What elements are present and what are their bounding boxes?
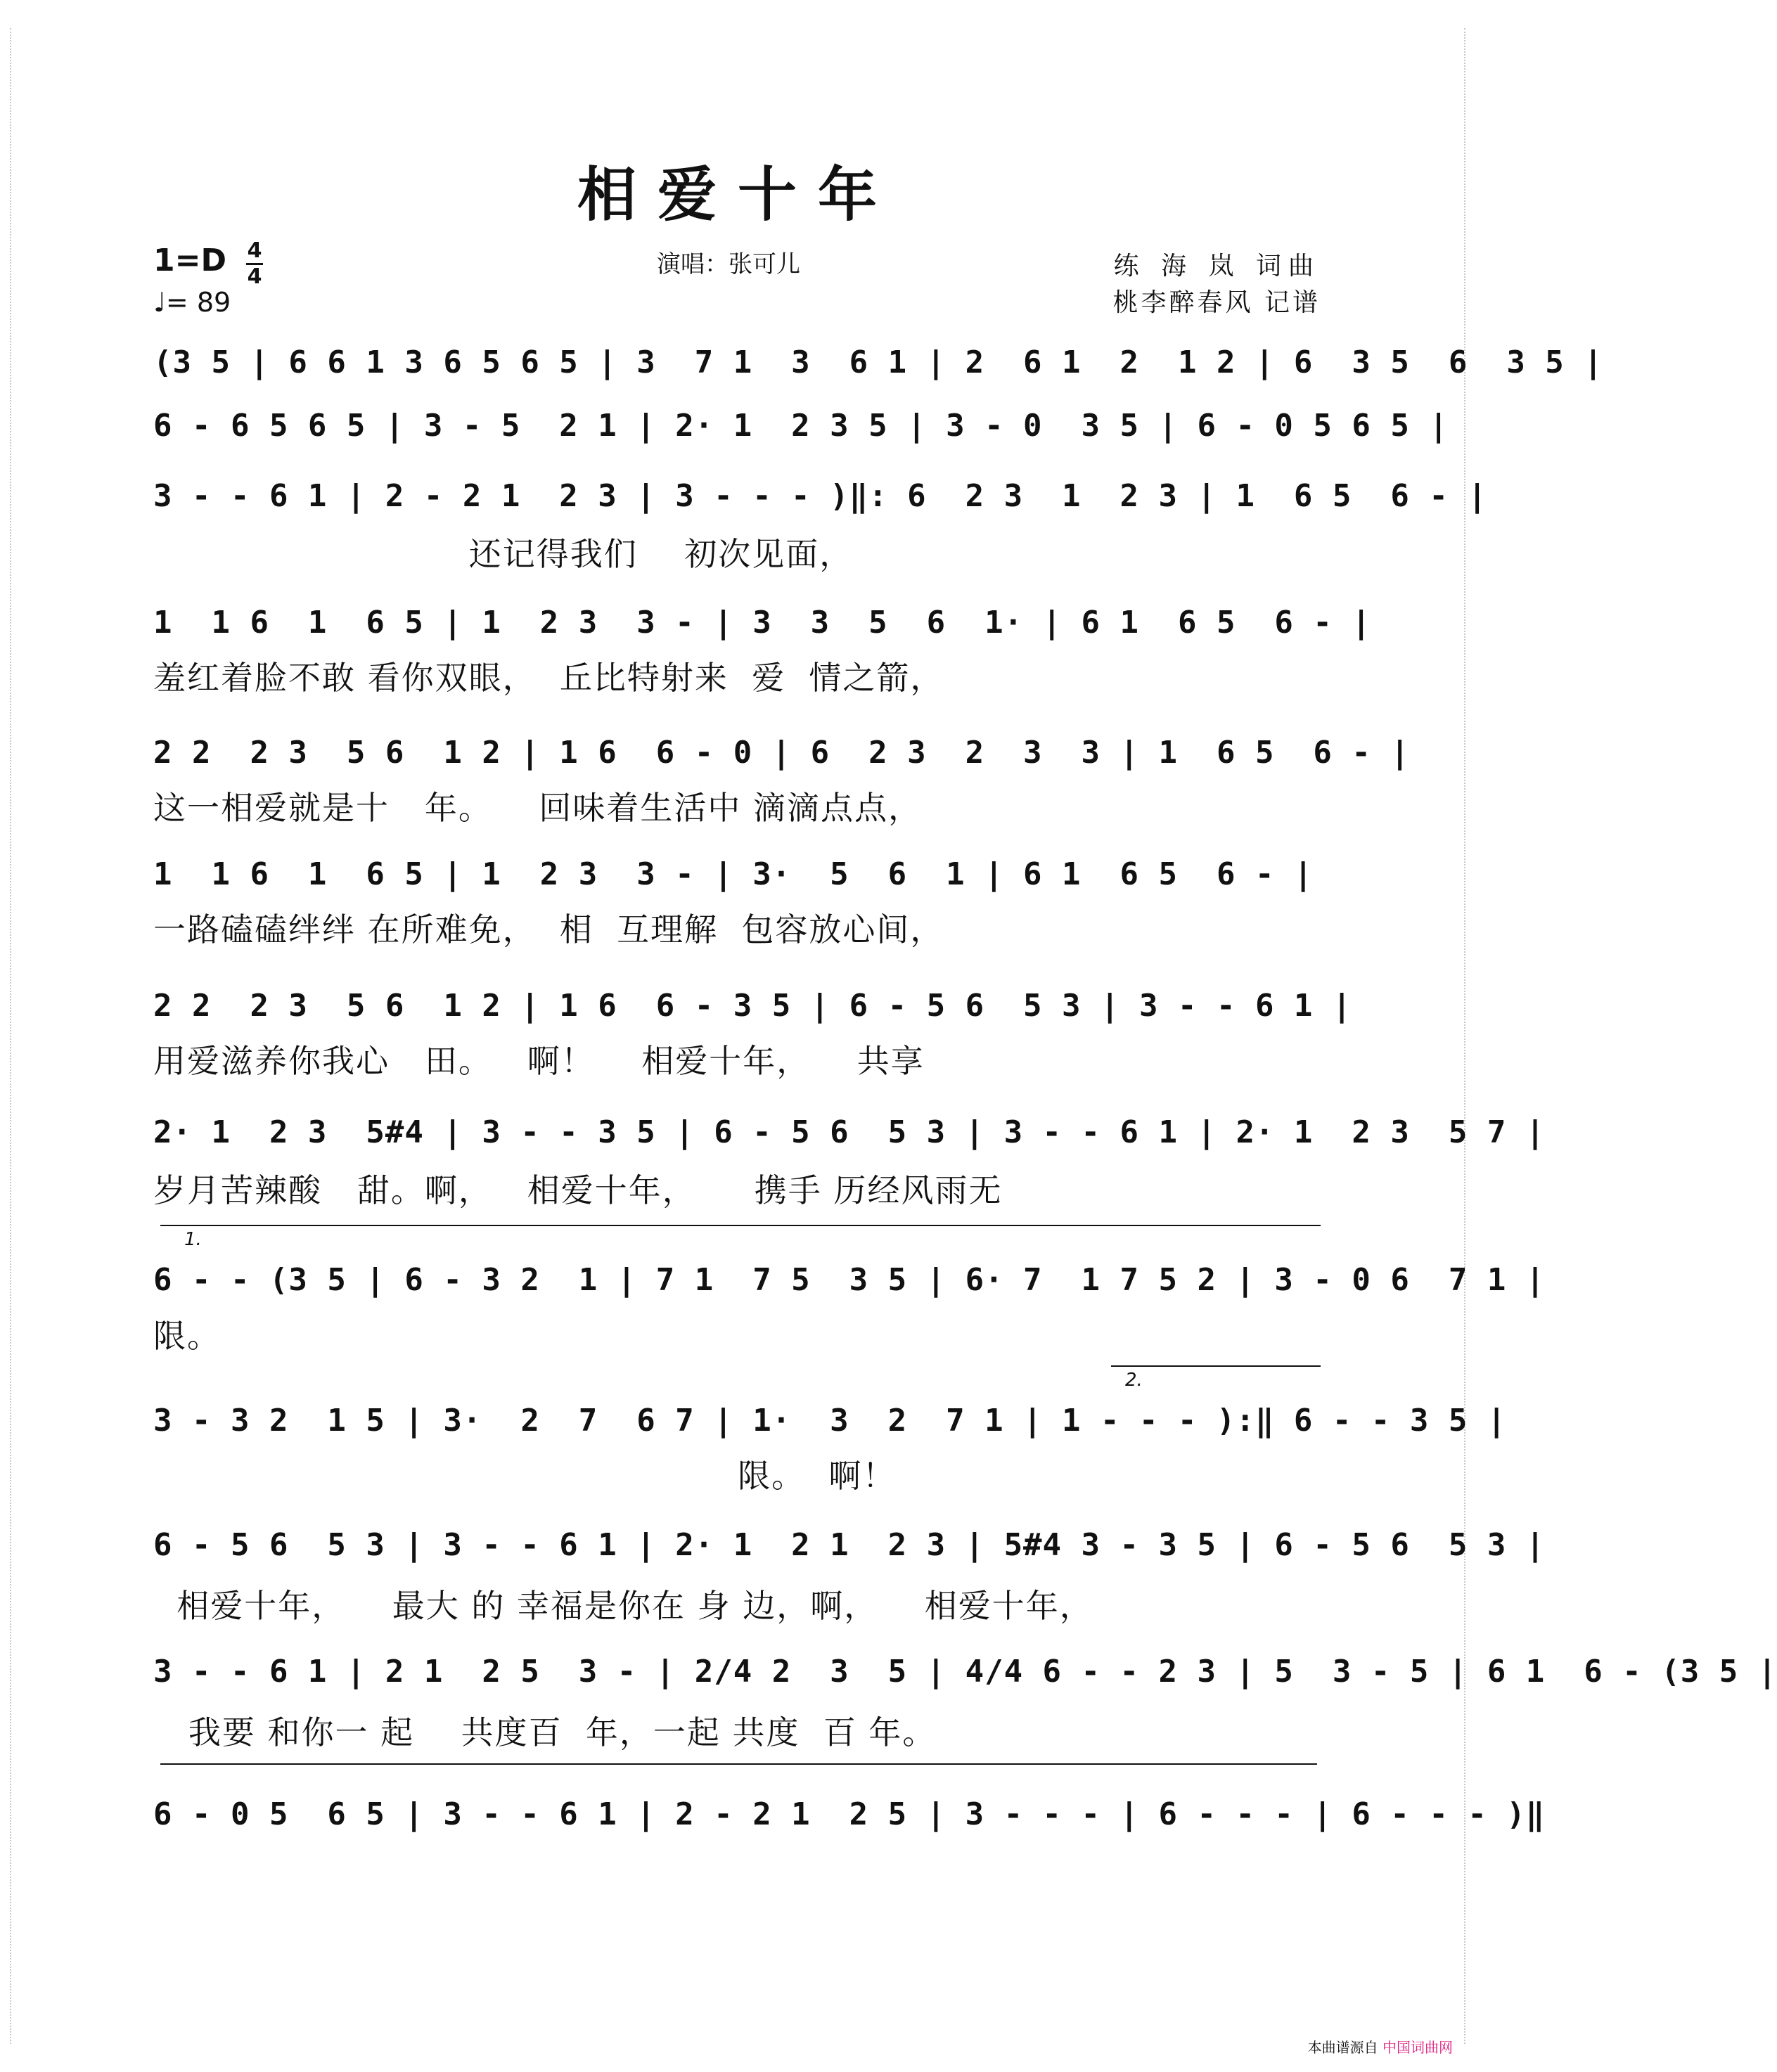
staff-line-9-lyric: 限。 [153, 1317, 221, 1355]
lyricist-credit: 练 海 岚 词曲 [1113, 252, 1321, 281]
time-signature [246, 239, 263, 289]
staff-line-10-lyric: 限。 啊！ [153, 1457, 897, 1495]
staff-line-7-music: 2 2 2 3 5 6 1 2 | 1 6 6 - 3 5 | 6 - 5 6 5 3 | 3 - - 6 1 | [153, 988, 1352, 1024]
staff-line-13-music: 6 - 0 5 6 5 | 3 - - 6 1 | 2 - 2 1 2 5 | 3 - - - | 6 - - - | 6 - - - )‖ [153, 1796, 1546, 1832]
time-signature-bottom: 4 [247, 264, 262, 289]
staff-line-7-lyric: 用爱滋养你我心 田。 啊！ 相爱十年， 共享 [153, 1042, 925, 1080]
staff-line-1-music: (3 5 | 6 6 1 3 6 5 6 5 | 3 7 1 3 6 1 | 2 6 1 2 1 2 | 6 3 5 6 3 5 | [153, 345, 1603, 380]
right-margin-border [1460, 0, 1470, 2072]
time-signature-top: 4 [247, 238, 262, 263]
staff-line-6-music: 1 1 6 1 6 5 | 1 2 3 3 - | 3· 5 6 1 | 6 1 6 5 6 - | [153, 856, 1314, 892]
staff-line-8-lyric: 岁月苦辣酸 甜。啊， 相爱十年， 携手 历经风雨无 [153, 1171, 1003, 1209]
arranger-credit: 桃李醉春风 记谱 [1112, 288, 1321, 317]
staff-line-3-lyric: 还记得我们 初次见面， [153, 535, 854, 573]
staff-line-10-music: 3 - 3 2 1 5 | 3· 2 7 6 7 | 1· 3 2 7 1 | 1 - - - ):‖ 6 - - 3 5 | [153, 1403, 1507, 1439]
staff-line-2-music: 6 - 6 5 6 5 | 3 - 5 2 1 | 2· 1 2 3 5 | 3 - 0 3 5 | 6 - 0 5 6 5 | [153, 408, 1449, 444]
staff-line-4-lyric: 羞红着脸不敢 看你双眼， 丘比特射来 爱 情之箭， [153, 659, 944, 697]
staff-line-5-lyric: 这一相爱就是十 年。 回味着生活中 滴滴点点， [153, 789, 922, 827]
staff-line-4-music: 1 1 6 1 6 5 | 1 2 3 3 - | 3 3 5 6 1· | 6 1 6 5 6 - | [153, 605, 1371, 641]
second-ending-bracket [1111, 1365, 1321, 1367]
staff-line-11-music: 6 - 5 6 5 3 | 3 - - 6 1 | 2· 1 2 1 2 3 | 5#4 3 - 3 5 | 6 - 5 6 5 3 | [153, 1527, 1546, 1563]
staff-line-12-lyric: 我要 和你一 起 共度百 年，一起 共度 百 年。 [153, 1713, 937, 1751]
key-signature: 1=D [153, 243, 227, 278]
footer-site-link[interactable]: 中国词曲网 [1383, 2039, 1453, 2056]
staff-line-6-lyric: 一路磕磕绊绊 在所难免， 相 互理解 包容放心间， [153, 910, 944, 948]
staff-line-8-music: 2· 1 2 3 5#4 | 3 - - 3 5 | 6 - 5 6 5 3 | 3 - - 6 1 | 2· 1 2 3 5 7 | [153, 1114, 1546, 1150]
staff-line-9-music: 6 - - (3 5 | 6 - 3 2 1 | 7 1 7 5 3 5 | 6· 7 1 7 5 2 | 3 - 0 6 7 1 | [153, 1262, 1546, 1298]
first-ending-label: 1. [184, 1229, 202, 1250]
coda-bracket [160, 1763, 1317, 1765]
staff-line-5-music: 2 2 2 3 5 6 1 2 | 1 6 6 - 0 | 6 2 3 2 3 3 | 1 6 5 6 - | [153, 735, 1410, 771]
staff-line-12-music: 3 - - 6 1 | 2 1 2 5 3 - | 2/4 2 3 5 | 4/4 6 - - 2 3 | 5 3 - 5 | 6 1 6 - (3 5 | [153, 1654, 1777, 1690]
left-margin-border [6, 0, 15, 2072]
staff-line-11-lyric: 相爱十年， 最大 的 幸福是你在 身 边，啊， 相爱十年， [153, 1587, 1093, 1625]
singer-credit: 演唱：张可儿 [657, 250, 800, 278]
first-ending-bracket [160, 1225, 1321, 1226]
staff-line-3-music: 3 - - 6 1 | 2 - 2 1 2 3 | 3 - - - )‖: 6 2 3 1 2 3 | 1 6 5 6 - | [153, 478, 1487, 514]
page-title: 相爱十年 [577, 160, 898, 229]
footer-source: 本曲谱源自 [1307, 2039, 1378, 2056]
footer-credit [1308, 2036, 1453, 2057]
second-ending-label: 2. [1125, 1370, 1143, 1391]
tempo-marking: ♩= 89 [153, 287, 231, 318]
